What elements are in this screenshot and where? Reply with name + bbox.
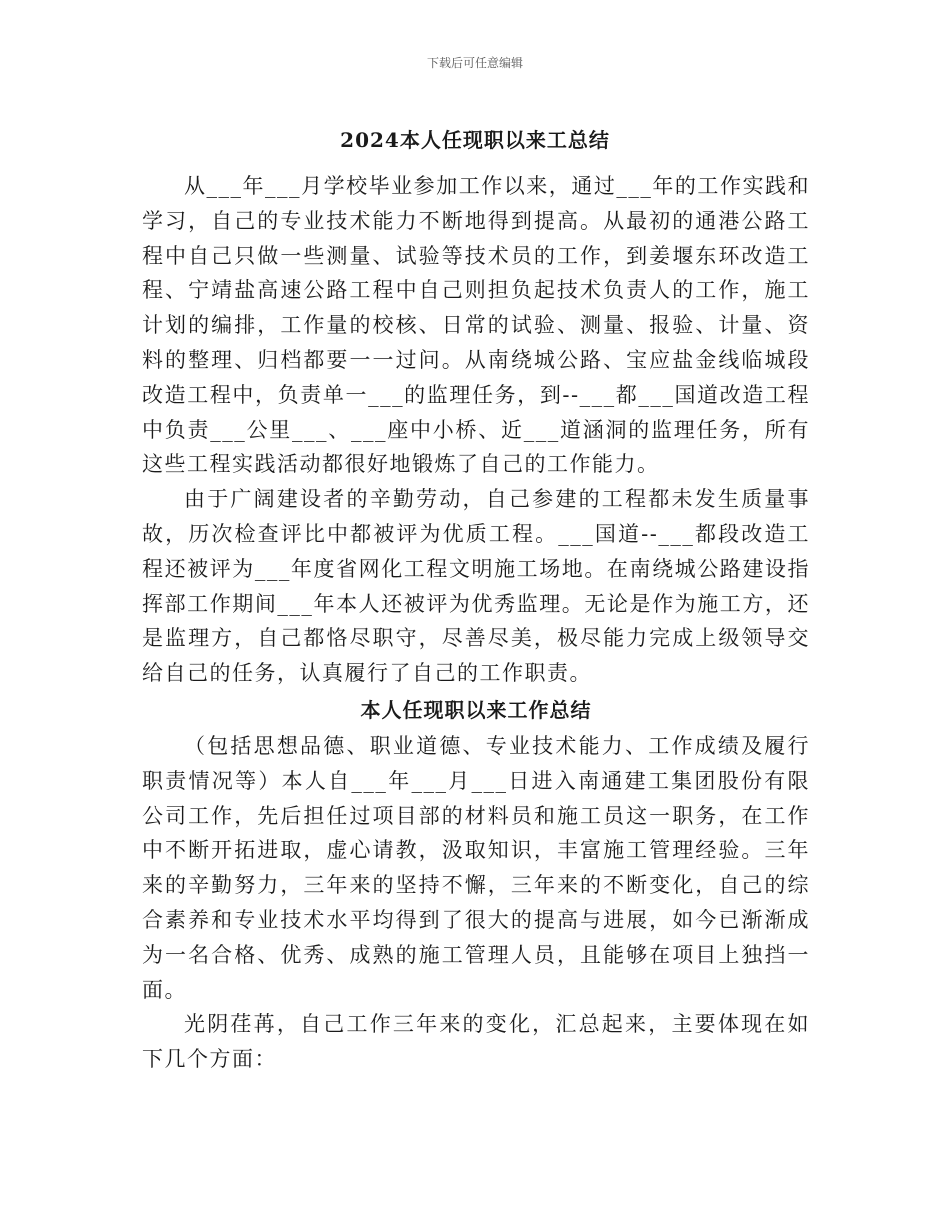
document-body — [142, 169, 810, 1077]
paragraph-2: 由于广阔建设者的辛勤劳动，自己参建的工程都未发生质量事故，历次检查评比中都被评为优质工程。___国道--___都段改造工程还被评为___年度省网化工程文明施工场地。在南绕城公路建设指挥部工作期间___年本人还被评为优秀监理。无论是作为施工方，还是监理方，自己都恪尽职守，尽善尽美，极尽能力完成上级领导交给自己的任务，认真履行了自己的工作职责。 — [142, 487, 810, 686]
paragraph-3: （包括思想品德、职业道德、专业技术能力、工作成绩及履行职责情况等）本人自___年___月___日进入南通建工集团股份有限公司工作，先后担任过项目部的材料员和施工员这一职务，在工作中不断开拓进取，虚心请教，汲取知识，丰富施工管理经验。三年来的辛勤努力，三年来的坚持不懈，三年来的不断变化，自己的综合素养和专业技术水平均得到了很大的提高与进展，如今已渐渐成为一名合格、优秀、成熟的施工管理人员，且能够在项目上独挡一面。 — [142, 733, 810, 1002]
page-header: 下载后可任意编辑 — [426, 56, 523, 70]
paragraph-1: 从___年___月学校毕业参加工作以来，通过___年的工作实践和学习，自己的专业技术能力不断地得到提高。从最初的通港公路工程中自己只做一些测量、试验等技术员的工作，到姜堰东环改造工程、宁靖盐高速公路工程中自己则担负起技术负责人的工作，施工计划的编排，工作量的校核、日常的试验、测量、报验、计量、资料的整理、归档都要一一过问。从南绕城公路、宝应盐金线临城段改造工程中，负责单一___的监理任务，到--___都___国道改造工程中负责___公里___、___座中小桥、近___道涵洞的监理任务，所有这些工程实践活动都很好地锻炼了自己的工作能力。 — [142, 174, 810, 477]
paragraph-4: 光阴荏苒，自己工作三年来的变化，汇总起来，主要体现在如下几个方面： — [142, 1012, 810, 1072]
document-title: 2024本人任现职以来工总结 — [340, 128, 610, 152]
section-title: 本人任现职以来工作总结 — [360, 697, 592, 722]
